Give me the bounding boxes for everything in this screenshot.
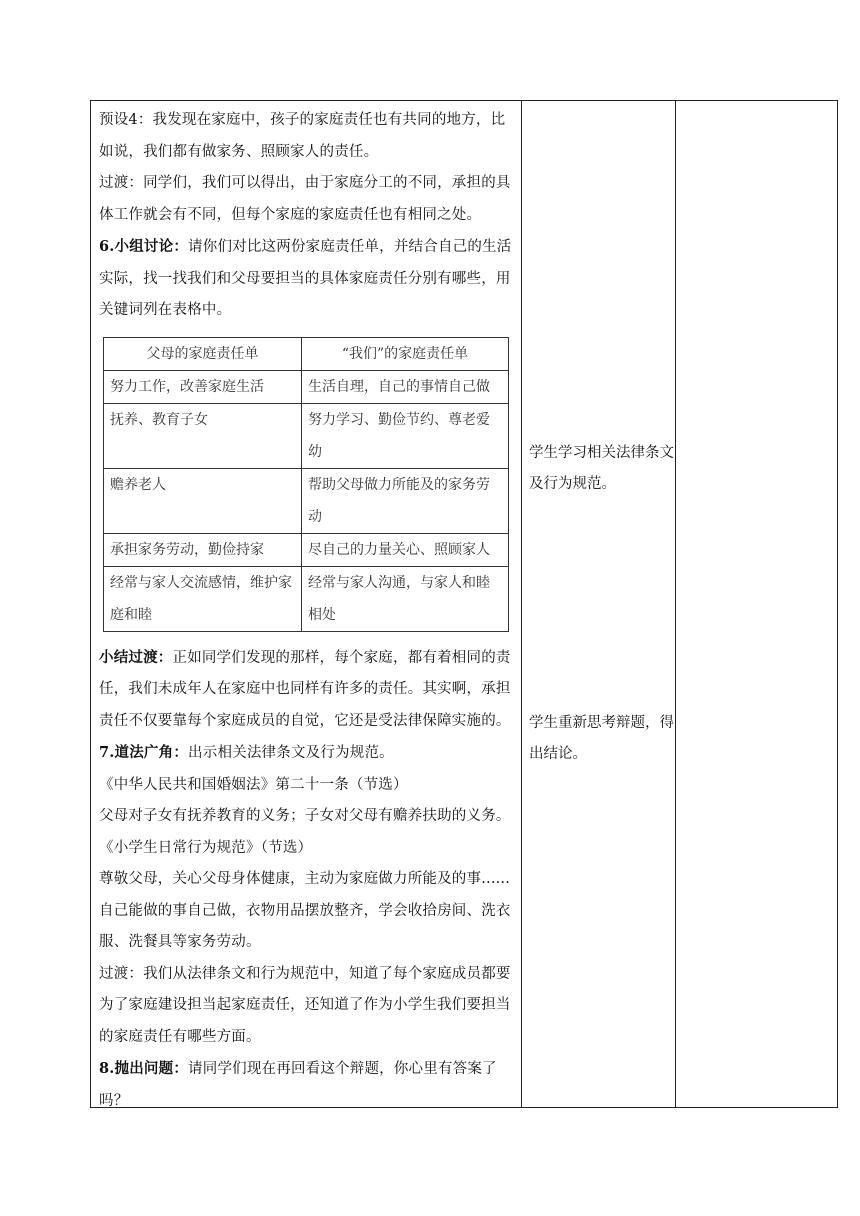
table-cell: 努力学习、勤俭节约、尊老爱幼	[302, 403, 509, 468]
paragraph: 预设4：我发现在家庭中，孩子的家庭责任也有共同的地方，比如说，我们都有做家务、照顾家人的责任。	[99, 112, 506, 160]
paragraph: 《小学生日常行为规范》（节选）	[99, 839, 313, 856]
column-header: 父母的家庭责任单	[104, 337, 302, 370]
table-cell: 经常与家人交流感情，维护家庭和睦	[104, 566, 302, 631]
table-row	[104, 468, 509, 533]
student-activity-note: 学生学习相关法律条文及行为规范。	[529, 445, 674, 492]
student-activity-note: 学生重新思考辩题，得出结论。	[529, 715, 674, 762]
table-row	[104, 566, 509, 631]
paragraph: 过渡：同学们，我们可以得出，由于家庭分工的不同，承担的具体工作就会有不同，但每个家庭的家庭责任也有相同之处。	[99, 175, 511, 223]
paragraph: 6.小组讨论：请你们对比这两份家庭责任单，并结合自己的生活实际，找一找我们和父母要担当的具体家庭责任分别有哪些，用关键词列在表格中。	[99, 238, 512, 318]
column-divider	[521, 101, 522, 1107]
paragraph: 《中华人民共和国婚姻法》第二十一条（节选）	[99, 776, 408, 793]
table-cell: 帮助父母做力所能及的家务劳动	[302, 468, 509, 533]
table-header-row	[104, 337, 509, 370]
table-cell: 抚养、教育子女	[104, 403, 302, 468]
table-cell: 经常与家人沟通，与家人和睦相处	[302, 566, 509, 631]
table-cell: 承担家务劳动，勤俭持家	[104, 533, 302, 566]
responsibility-table	[103, 337, 509, 632]
column-header: “我们”的家庭责任单	[302, 337, 509, 370]
table-row	[104, 533, 509, 566]
teacher-activity-column	[99, 105, 517, 1117]
table-cell: 努力工作，改善家庭生活	[104, 370, 302, 403]
table-cell: 尽自己的力量关心、照顾家人	[302, 533, 509, 566]
column-divider	[675, 101, 676, 1107]
lesson-plan-table	[90, 100, 838, 1108]
paragraph: 7.道法广角：出示相关法律条文及行为规范。	[99, 744, 394, 761]
table-row	[104, 370, 509, 403]
paragraph: 父母对子女有抚养教育的义务；子女对父母有赡养扶助的义务。	[99, 808, 511, 824]
table-row	[104, 403, 509, 468]
table-cell: 生活自理，自己的事情自己做	[302, 370, 509, 403]
table-cell: 赡养老人	[104, 468, 302, 533]
paragraph: 过渡：我们从法律条文和行为规范中，知道了每个家庭成员都要为了家庭建设担当起家庭责任，还知道了作为小学生我们要担当的家庭责任有哪些方面。	[99, 965, 511, 1045]
paragraph: 小结过渡：正如同学们发现的那样，每个家庭，都有着相同的责任，我们未成年人在家庭中也同样有许多的责任。其实啊，承担责任不仅要靠每个家庭成员的自觉，它还是受法律保障实施的。	[99, 648, 511, 729]
paragraph: 尊敬父母，关心父母身体健康，主动为家庭做力所能及的事......自己能做的事自己做，衣物用品摆放整齐，学会收拾房间、洗衣服、洗餐具等家务劳动。	[99, 871, 511, 950]
paragraph: 8.抛出问题：请同学们现在再回看这个辩题，你心里有答案了吗？	[99, 1060, 497, 1109]
